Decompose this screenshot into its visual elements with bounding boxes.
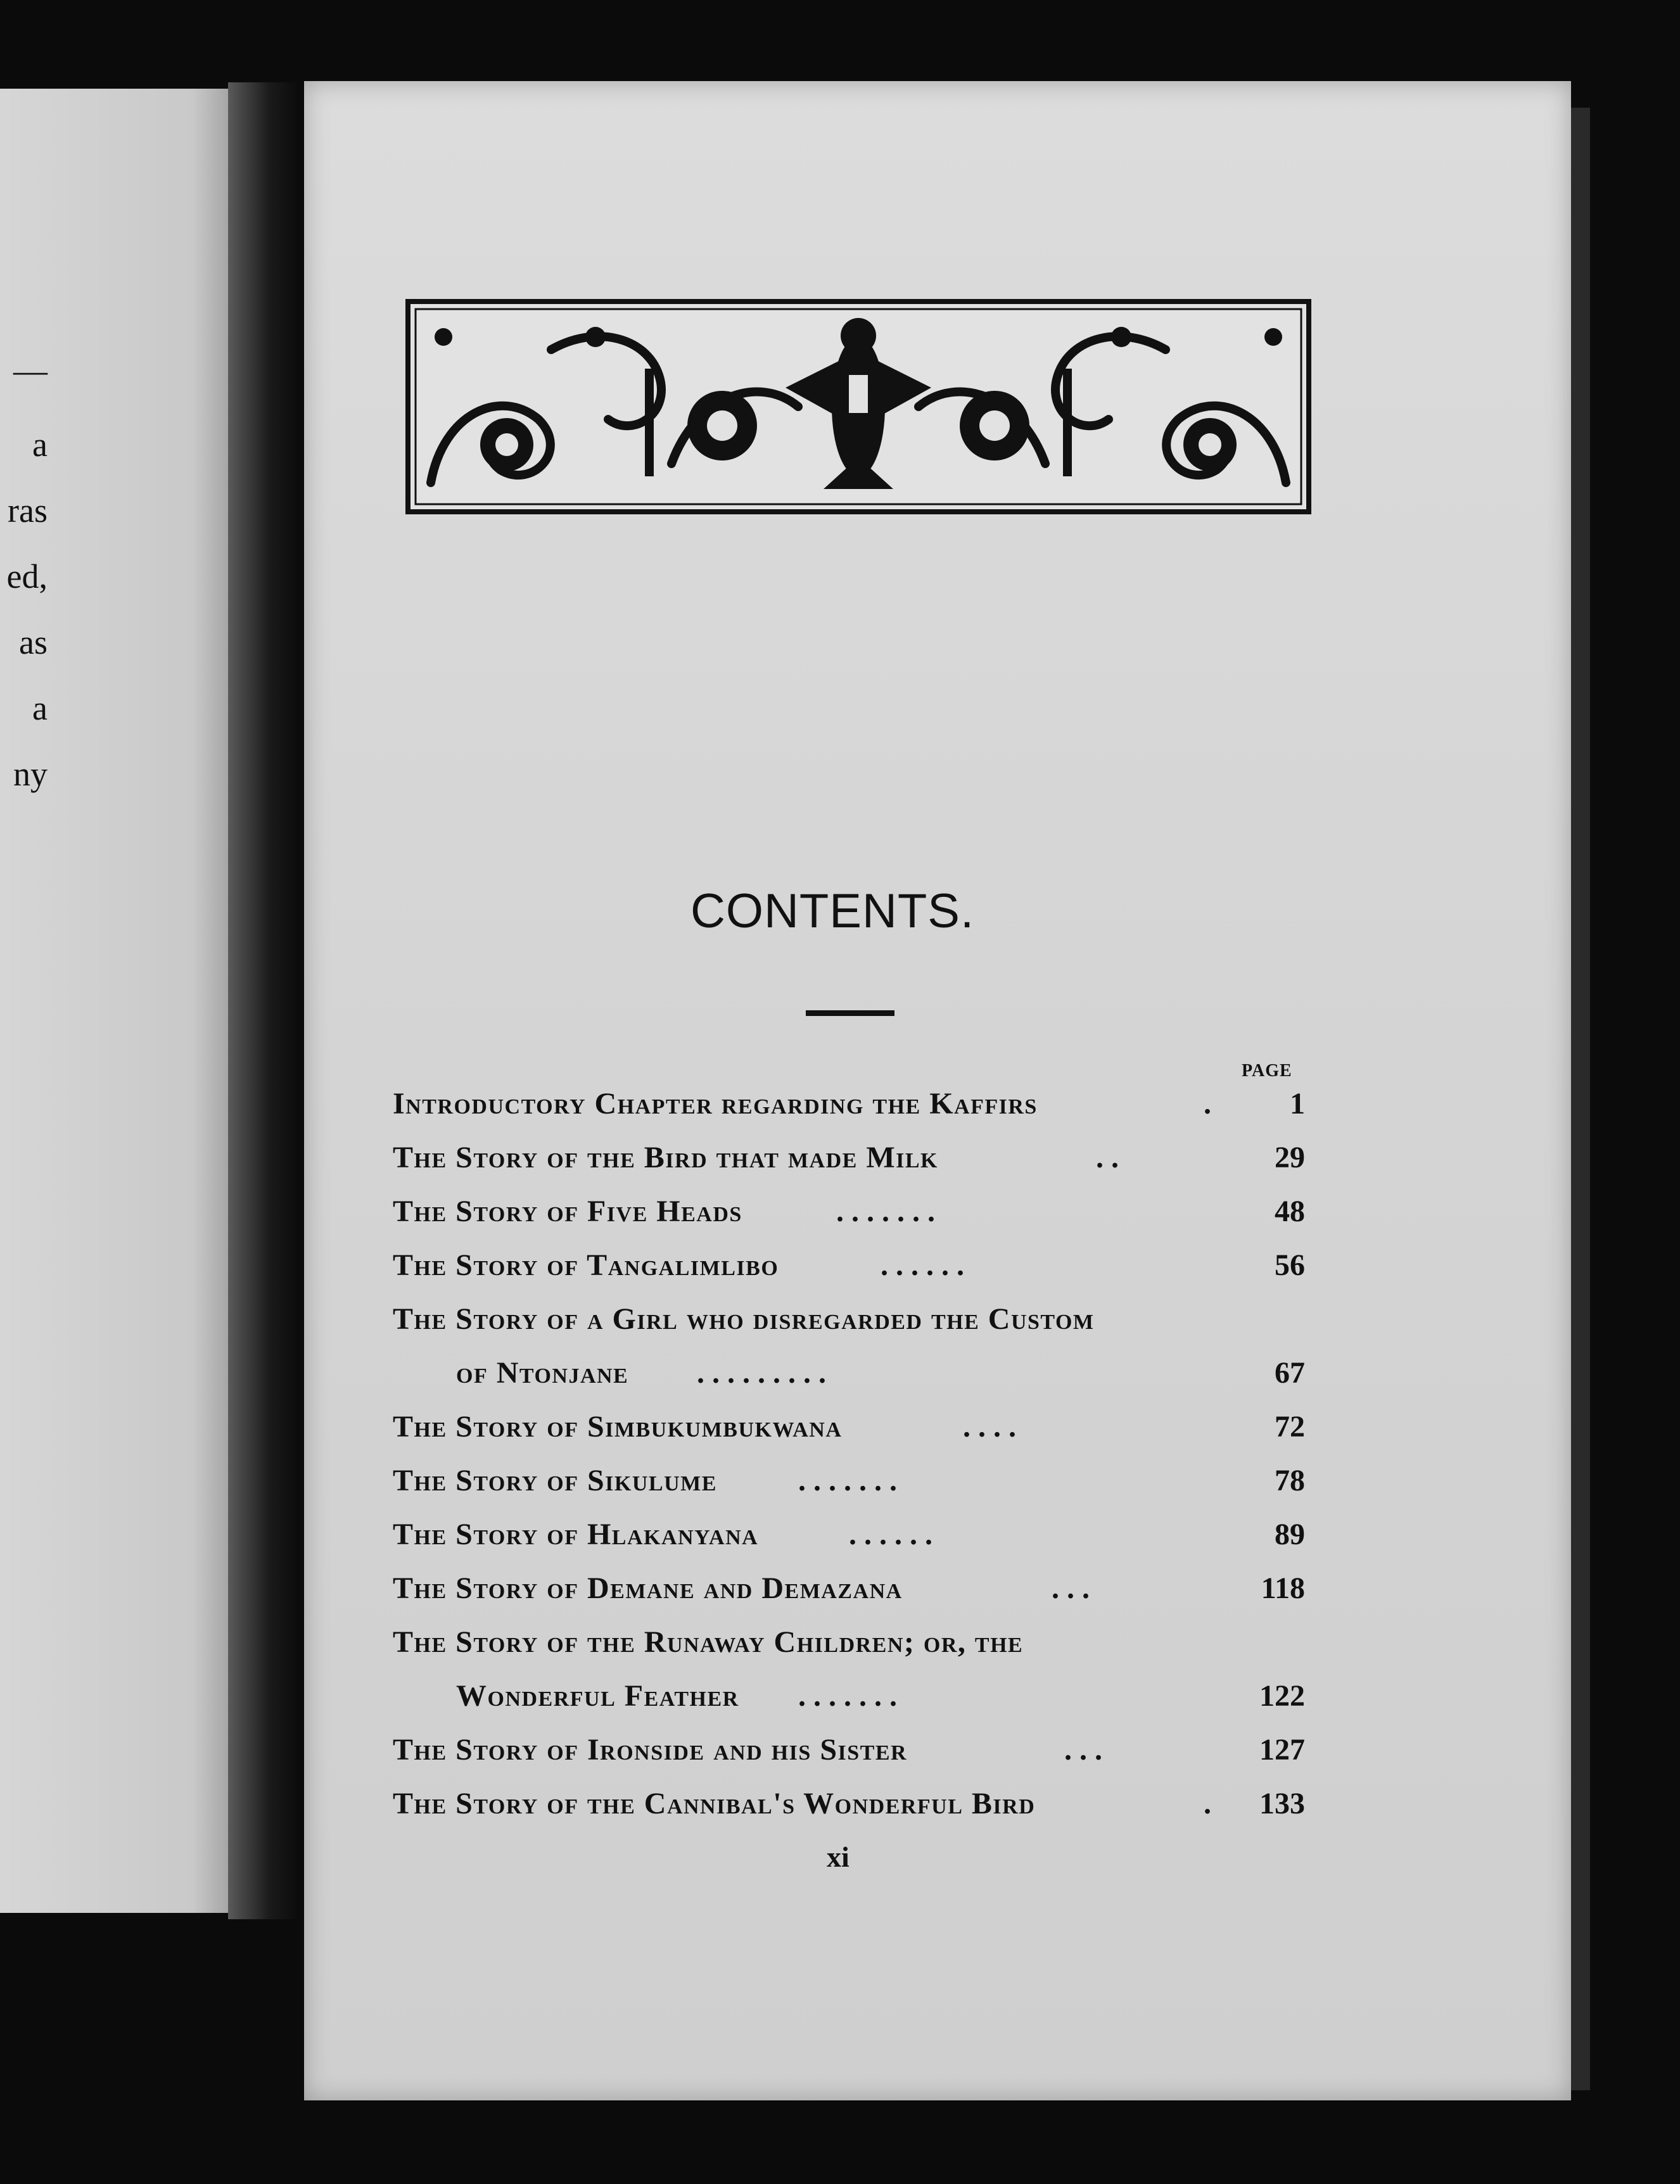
entry-title: The Story of a Girl who disregarded the Custom xyxy=(393,1302,1095,1336)
entry-page: 72 xyxy=(1275,1410,1305,1444)
entry-leaders: . . . . . . . . . xyxy=(697,1356,826,1390)
page-column-heading: PAGE xyxy=(1242,1061,1292,1081)
toc-entry xyxy=(393,1517,1305,1561)
entry-page: 133 xyxy=(1259,1787,1305,1820)
toc-entry xyxy=(393,1571,1305,1615)
entry-title: of Ntonjane xyxy=(456,1356,629,1390)
entry-page: 89 xyxy=(1275,1518,1305,1551)
entry-title: The Story of Demane and Demazana xyxy=(393,1571,903,1605)
ornamental-headpiece xyxy=(405,299,1311,514)
entry-page: 29 xyxy=(1275,1141,1305,1174)
entry-page: 122 xyxy=(1259,1679,1305,1713)
entry-leaders: . . . xyxy=(1052,1571,1090,1605)
toc-entry xyxy=(393,1302,1305,1346)
entry-title: The Story of Sikulume xyxy=(393,1464,717,1497)
entry-title: The Story of Simbukumbukwana xyxy=(393,1410,843,1444)
entry-leaders: . . . . . . . xyxy=(798,1464,897,1497)
left-fragment: a xyxy=(32,689,48,727)
entry-leaders: . . xyxy=(1096,1141,1119,1174)
entry-leaders: . . . . . . . xyxy=(798,1679,897,1713)
entry-leaders: . . . . . . xyxy=(849,1518,932,1551)
page-title: CONTENTS. xyxy=(690,884,975,938)
left-page-text xyxy=(0,352,48,807)
entry-leaders: . . . . xyxy=(963,1410,1016,1444)
toc-entry xyxy=(393,1732,1305,1777)
toc-entry xyxy=(393,1679,1305,1723)
left-fragment: a xyxy=(32,426,48,464)
entry-title: Introductory Chapter regarding the Kaffirs xyxy=(393,1087,1038,1121)
entry-leaders: . . . . . . . xyxy=(836,1195,935,1228)
left-fragment: ny xyxy=(13,755,48,793)
entry-page: 67 xyxy=(1275,1356,1305,1390)
entry-title: The Story of the Cannibal's Wonderful Bird xyxy=(393,1787,1036,1820)
toc-entry xyxy=(393,1248,1305,1292)
entry-title: Wonderful Feather xyxy=(456,1679,739,1713)
gutter-shadow xyxy=(228,82,298,1919)
title-rule xyxy=(806,1010,894,1016)
left-fragment: ed, xyxy=(6,557,48,595)
page-edge xyxy=(1571,108,1590,2090)
left-fragment: — xyxy=(13,352,48,390)
toc-entry xyxy=(393,1355,1305,1400)
entry-page: 118 xyxy=(1261,1571,1305,1605)
toc-entry xyxy=(393,1463,1305,1508)
toc-entry xyxy=(393,1194,1305,1238)
entry-title: The Story of Hlakanyana xyxy=(393,1518,759,1551)
entry-page: 78 xyxy=(1275,1464,1305,1497)
folio: xi xyxy=(827,1841,850,1873)
entry-title: The Story of Tangalimlibo xyxy=(393,1248,779,1282)
entry-title: The Story of Ironside and his Sister xyxy=(393,1733,908,1767)
entry-title: The Story of the Runaway Children; or, the xyxy=(393,1625,1024,1659)
toc-entry xyxy=(393,1086,1305,1131)
entry-title: The Story of the Bird that made Milk xyxy=(393,1141,938,1174)
toc-entry xyxy=(393,1140,1305,1184)
entry-page: 56 xyxy=(1275,1248,1305,1282)
toc-entry xyxy=(393,1409,1305,1454)
toc-entry xyxy=(393,1786,1305,1831)
entry-page: 1 xyxy=(1290,1087,1305,1121)
entry-leaders: . xyxy=(1204,1087,1211,1121)
toc-entry xyxy=(393,1625,1305,1669)
left-fragment: ras xyxy=(8,492,48,530)
left-fragment: as xyxy=(19,623,48,661)
entry-leaders: . . . . . . xyxy=(881,1248,964,1282)
entry-leaders: . . . xyxy=(1064,1733,1102,1767)
entry-title: The Story of Five Heads xyxy=(393,1195,742,1228)
entry-page: 48 xyxy=(1275,1195,1305,1228)
entry-page: 127 xyxy=(1259,1733,1305,1767)
entry-leaders: . xyxy=(1204,1787,1211,1820)
